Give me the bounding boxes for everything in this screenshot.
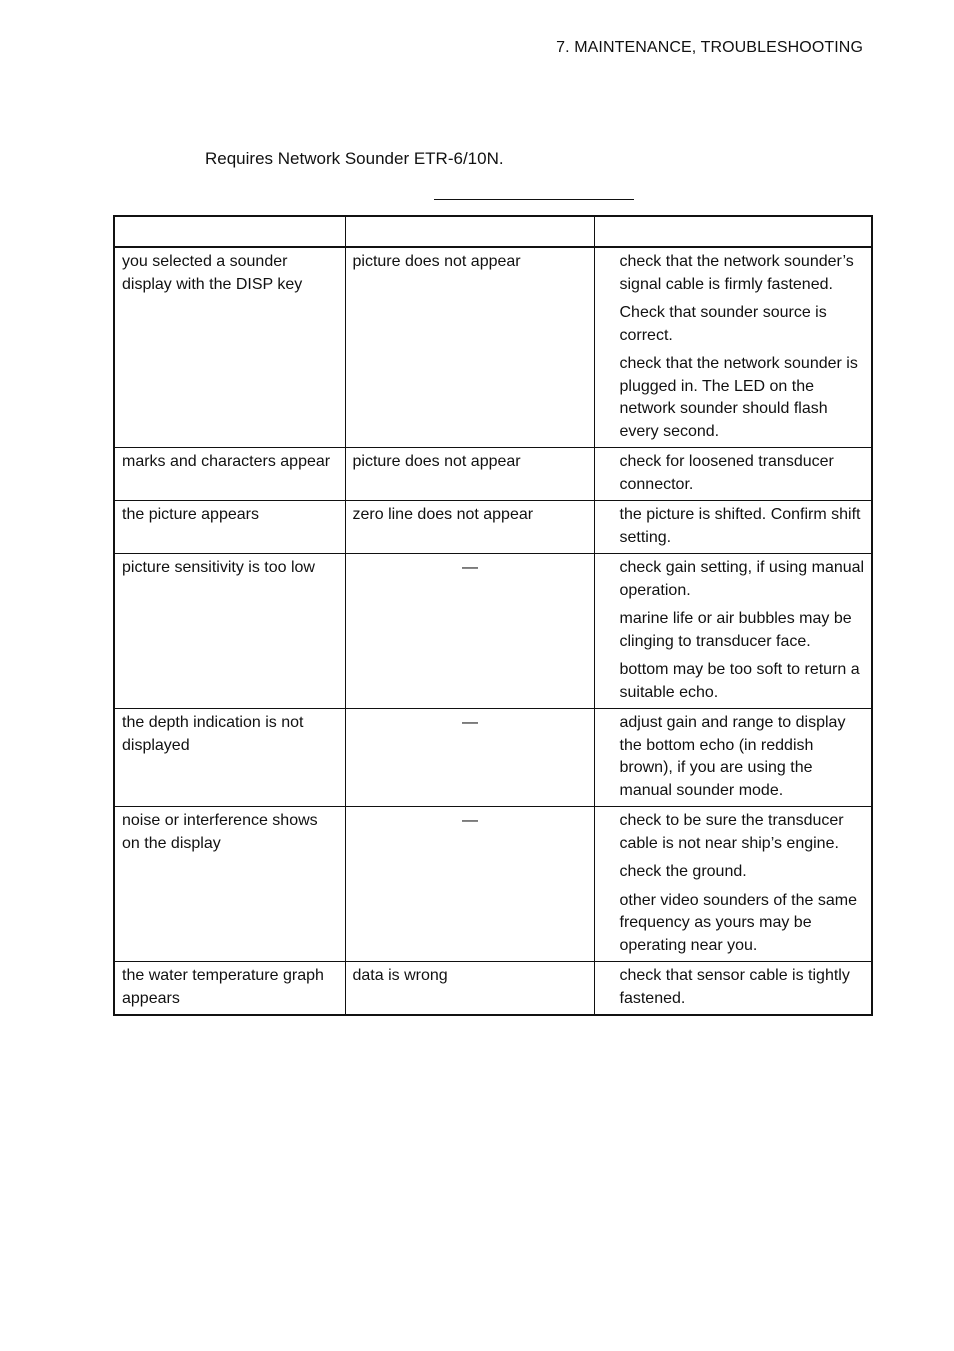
symptom-cell: data is wrong: [345, 962, 594, 1016]
remedy-cell: [594, 807, 872, 962]
table-row: [114, 709, 872, 807]
remedy-item: Check that sounder source is correct.: [619, 304, 827, 344]
title-rule: [434, 199, 634, 200]
condition-cell: marks and characters appear: [114, 448, 345, 501]
remedy-cell: [594, 501, 872, 554]
condition-cell: you selected a sounder display with the DISP key: [114, 247, 345, 448]
header-cell-condition: [114, 216, 345, 247]
header-cell-remedy: [594, 216, 872, 247]
table-row: [114, 501, 872, 554]
symptom-cell: picture does not appear: [345, 247, 594, 448]
condition-cell: picture sensitivity is too low: [114, 554, 345, 709]
remedy-item: adjust gain and range to display the bottom echo (in reddish brown), if you are using the manual sounder mode.: [619, 714, 846, 799]
remedy-item: check the ground.: [619, 863, 747, 880]
remedy-item: bottom may be too soft to return a suitable echo.: [619, 661, 860, 701]
table-body: [114, 247, 872, 1015]
table-header: [114, 216, 872, 247]
remedy-item: other video sounders of the same frequency as yours may be operating near you.: [619, 891, 857, 954]
remedy-cell: [594, 448, 872, 501]
remedy-cell: [594, 709, 872, 807]
table-row: [114, 448, 872, 501]
condition-cell: noise or interference shows on the display: [114, 807, 345, 962]
remedy-cell: [594, 962, 872, 1016]
remedy-item: check that sensor cable is tightly fastened.: [619, 967, 850, 1007]
symptom-cell: picture does not appear: [345, 448, 594, 501]
table-row: [114, 962, 872, 1016]
intro-note: Requires Network Sounder ETR-6/10N.: [205, 149, 504, 168]
remedy-item: the picture is shifted. Confirm shift setting.: [619, 506, 861, 546]
remedy-item: check gain setting, if using manual operation.: [619, 559, 865, 599]
symptom-cell: —: [345, 807, 594, 962]
table-row: [114, 247, 872, 448]
remedy-item: check that the network sounder is plugged in. The LED on the network sounder should flash every second.: [619, 355, 858, 440]
running-header: 7. MAINTENANCE, TROUBLESHOOTING: [556, 39, 863, 56]
remedy-item: check for loosened transducer connector.: [619, 453, 834, 493]
symptom-cell: —: [345, 709, 594, 807]
condition-cell: the depth indication is not displayed: [114, 709, 345, 807]
remedy-item: marine life or air bubbles may be clinging to transducer face.: [619, 610, 852, 650]
table-header-row: [114, 216, 872, 247]
troubleshooting-table: [113, 215, 873, 1016]
header-cell-symptom: [345, 216, 594, 247]
table-row: [114, 554, 872, 709]
symptom-cell: —: [345, 554, 594, 709]
table-row: [114, 807, 872, 962]
remedy-item: check that the network sounder’s signal cable is firmly fastened.: [619, 253, 854, 293]
condition-cell: the water temperature graph appears: [114, 962, 345, 1016]
remedy-item: check to be sure the transducer cable is not near ship’s engine.: [619, 812, 844, 852]
condition-cell: the picture appears: [114, 501, 345, 554]
symptom-cell: zero line does not appear: [345, 501, 594, 554]
remedy-cell: [594, 247, 872, 448]
remedy-cell: [594, 554, 872, 709]
